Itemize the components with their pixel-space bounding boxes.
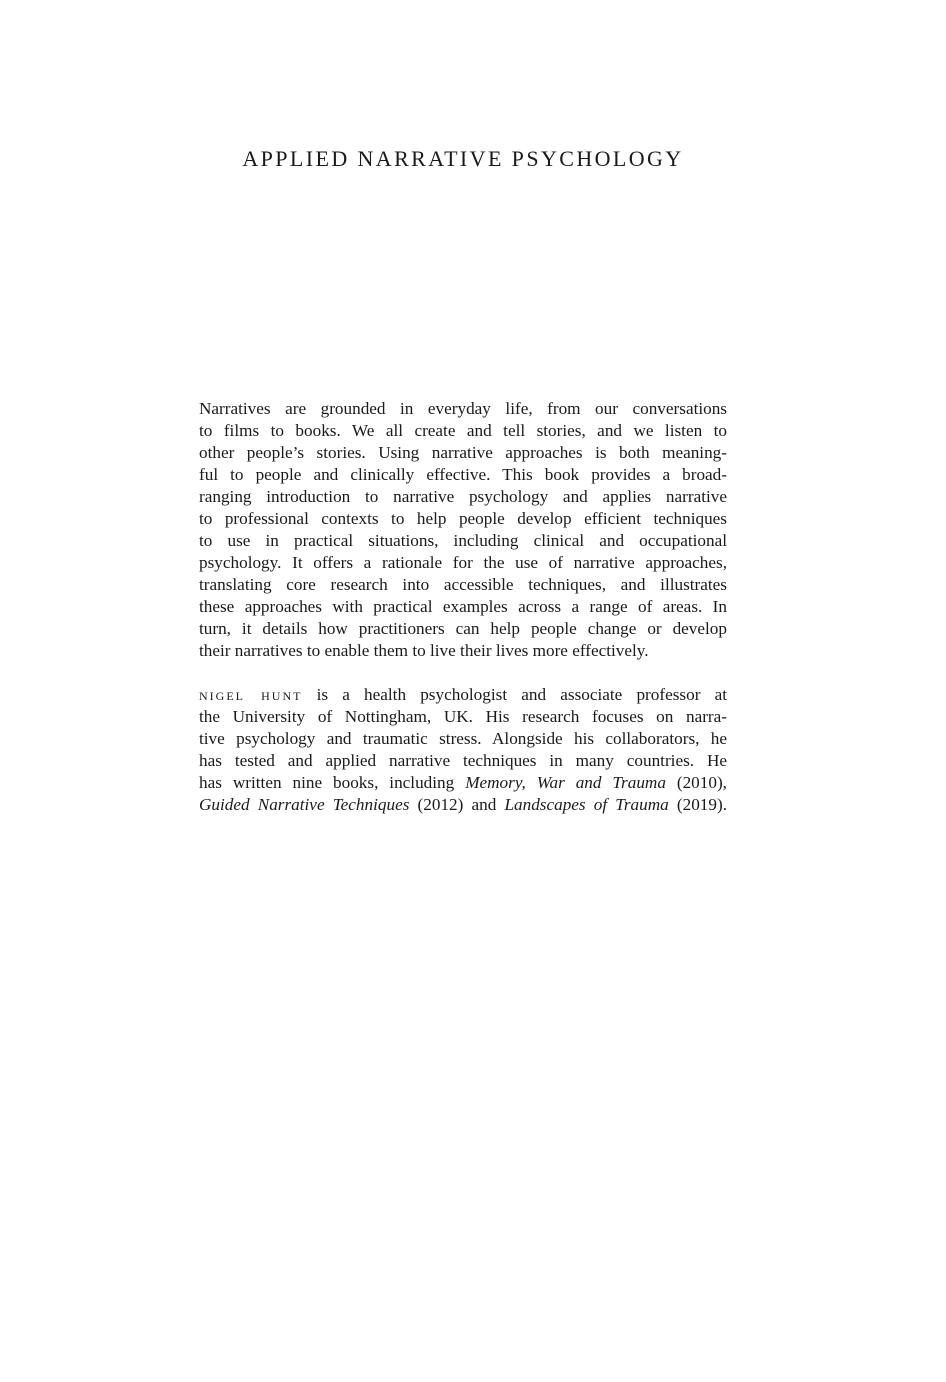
description-line: to professional contexts to help people develop efficient techniques [199, 509, 727, 528]
author-bio-text: is a health psychologist and associate professor at [302, 685, 727, 704]
book-title: Guided Narrative Techniques [199, 795, 410, 814]
description-line: Narratives are grounded in everyday life, from our conversations [199, 399, 727, 418]
description-line: to use in practical situations, including clinical and occupational [199, 531, 727, 550]
author-bio-line: tive psychology and traumatic stress. Alongside his collaborators, he [199, 729, 727, 748]
description-line: psychology. It offers a rationale for the use of narrative approaches, [199, 553, 727, 572]
book-title: Landscapes of Trauma [504, 795, 669, 814]
book-title: Memory, War and Trauma [465, 773, 666, 792]
author-bio-line [199, 794, 727, 816]
author-bio-line: has tested and applied narrative techniques in many countries. He [199, 751, 727, 770]
author-bio-line [199, 772, 727, 794]
description-line: to films to books. We all create and tell stories, and we listen to [199, 421, 727, 440]
book-year: (2012) and [409, 795, 505, 814]
description-line: translating core research into accessible techniques, and illustrates [199, 575, 727, 594]
description-line: ranging introduction to narrative psychology and applies narrative [199, 487, 727, 506]
description-line: turn, it details how practitioners can help people change or develop [199, 619, 727, 638]
author-name: nigel hunt [199, 685, 303, 704]
author-bio-line [199, 684, 727, 706]
description-line: ful to people and clinically effective. This book provides a broad- [199, 465, 727, 484]
description-line: their narratives to enable them to live their lives more effectively. [199, 641, 649, 660]
description-line: these approaches with practical examples across a range of areas. In [199, 597, 727, 616]
page-title: APPLIED NARRATIVE PSYCHOLOGY [242, 146, 684, 171]
author-bio [199, 684, 727, 816]
book-description [199, 398, 727, 662]
book-year: (2019). [668, 795, 728, 814]
description-line: other people’s stories. Using narrative approaches is both meaning- [199, 443, 727, 462]
book-year: (2010), [665, 773, 727, 792]
author-bio-line: the University of Nottingham, UK. His research focuses on narra- [199, 707, 727, 726]
author-bio-text: has written nine books, including [199, 773, 466, 792]
